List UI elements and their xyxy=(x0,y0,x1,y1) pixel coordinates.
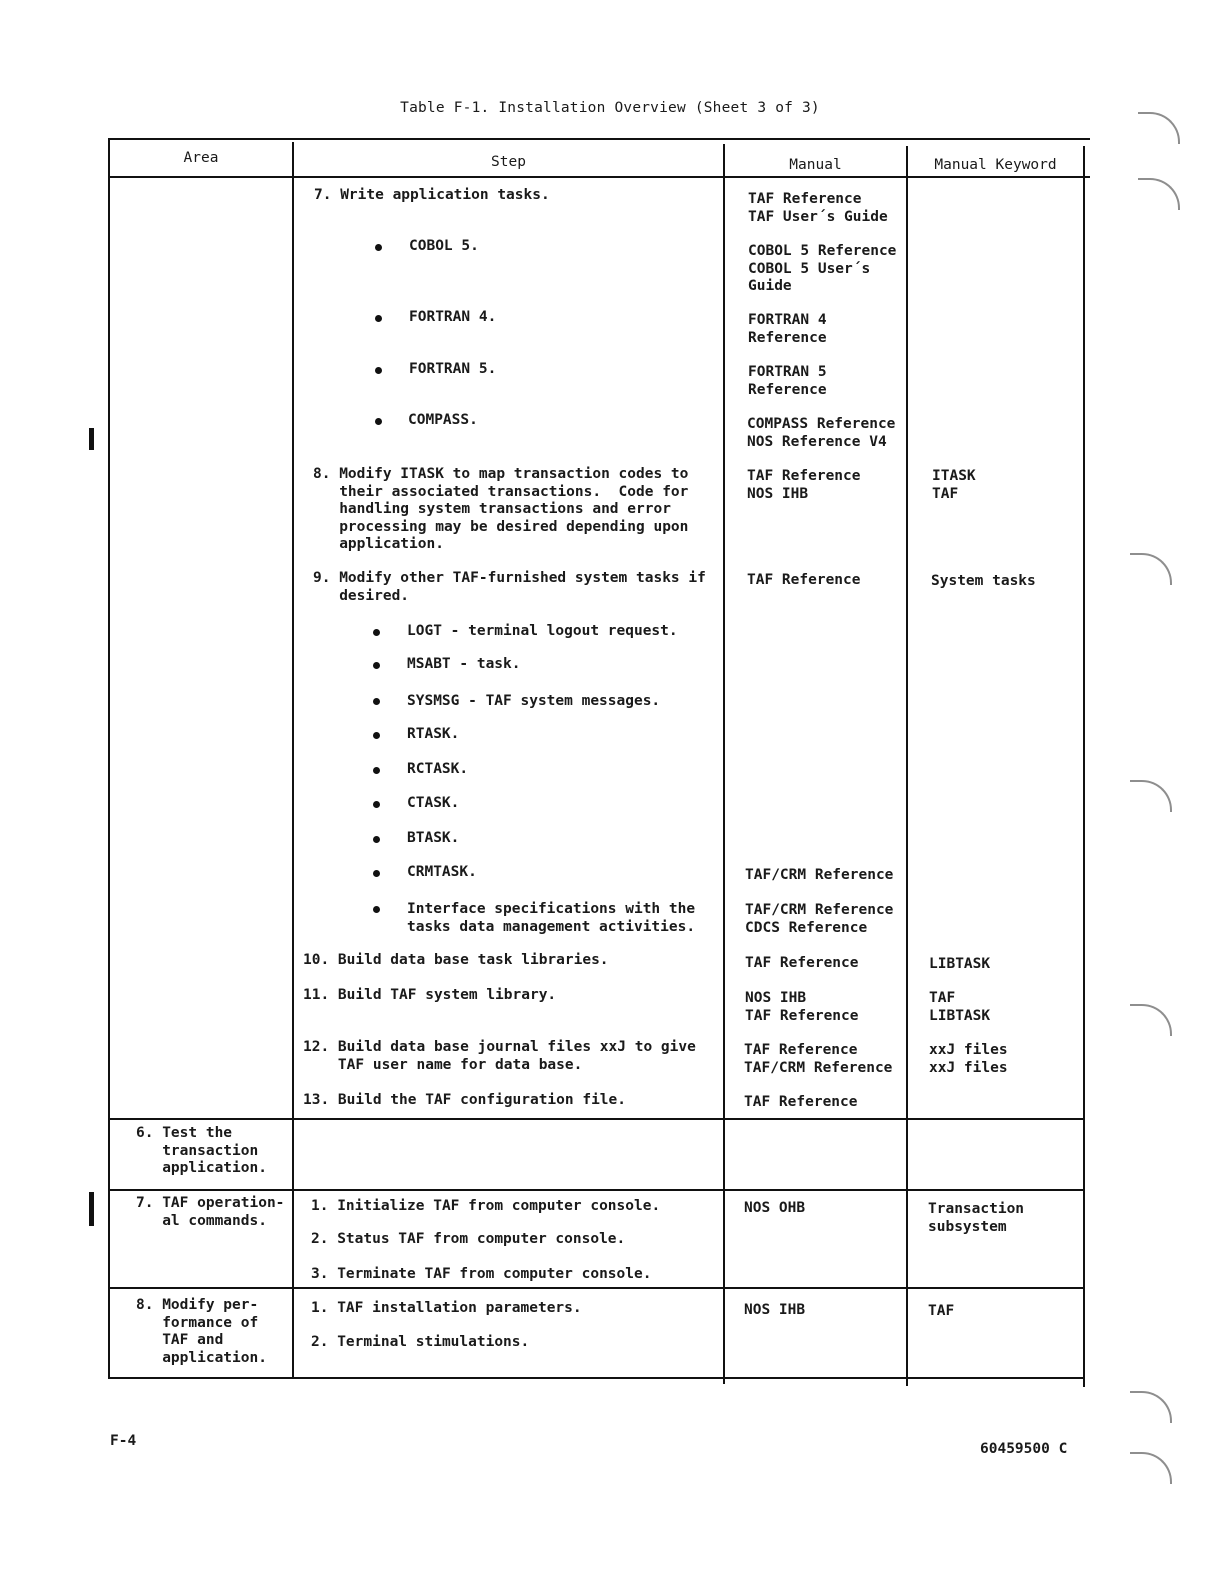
area-8-step-1: 1. TAF installation parameters. xyxy=(311,1300,582,1316)
area-7-manual: NOS OHB xyxy=(744,1200,806,1216)
punch-hole-mark xyxy=(1130,1452,1172,1484)
manual-step-11: NOS IHB TAF Reference xyxy=(745,990,859,1024)
bullet-icon xyxy=(373,767,380,774)
manual-fortran5: FORTRAN 5 Reference xyxy=(748,364,827,398)
keyword-step-12: xxJ files xxJ files xyxy=(929,1042,1008,1076)
bullet-icon xyxy=(373,698,380,705)
substep-msabt: MSABT - task. xyxy=(407,656,521,672)
step-10: 10. Build data base task libraries. xyxy=(303,952,609,968)
manual-fortran4: FORTRAN 4 Reference xyxy=(748,312,827,346)
keyword-step-8: ITASK TAF xyxy=(932,468,976,502)
area-6: 6. Test the transaction application. xyxy=(136,1125,267,1176)
substep-compass: COMPASS. xyxy=(408,412,478,428)
step-13: 13. Build the TAF configuration file. xyxy=(303,1092,627,1108)
bullet-icon xyxy=(373,906,380,913)
step-9: 9. Modify other TAF-furnished system tasks if desired. xyxy=(313,570,706,604)
bullet-icon xyxy=(373,732,380,739)
substep-crmtask: CRMTASK. xyxy=(407,864,477,880)
area-7-step-2: 2. Status TAF from computer console. xyxy=(311,1231,626,1247)
table-caption: Table F-1. Installation Overview (Sheet 3 of 3) xyxy=(400,100,820,116)
area-7-keyword: Transaction subsystem xyxy=(928,1201,1025,1235)
keyword-step-11: TAF LIBTASK xyxy=(929,990,991,1024)
substep-fortran4: FORTRAN 4. xyxy=(409,309,497,325)
bullet-icon xyxy=(373,662,380,669)
manual-step-12: TAF Reference TAF/CRM Reference xyxy=(744,1042,893,1076)
area-7-step-3: 3. Terminate TAF from computer console. xyxy=(311,1266,652,1282)
substep-btask: BTASK. xyxy=(407,830,460,846)
substep-rtask: RTASK. xyxy=(407,726,460,742)
keyword-step-10: LIBTASK xyxy=(929,956,991,972)
substep-rctask: RCTASK. xyxy=(407,761,469,777)
bullet-icon xyxy=(373,629,380,636)
bullet-icon xyxy=(373,870,380,877)
manual-compass: COMPASS Reference NOS Reference V4 xyxy=(747,416,896,450)
substep-cobol: COBOL 5. xyxy=(409,238,479,254)
punch-hole-mark xyxy=(1130,553,1172,585)
substep-interface: Interface specifications with the tasks data management activities. xyxy=(407,901,696,935)
substep-logt: LOGT - terminal logout request. xyxy=(407,623,678,639)
substep-ctask: CTASK. xyxy=(407,795,460,811)
change-bar xyxy=(89,1192,94,1226)
manual-step-13: TAF Reference xyxy=(744,1094,858,1110)
page-number: F-4 xyxy=(110,1433,137,1449)
area-7: 7. TAF operation- al commands. xyxy=(136,1195,285,1229)
bullet-icon xyxy=(373,801,380,808)
bullet-icon xyxy=(375,244,382,251)
area-8-keyword: TAF xyxy=(928,1303,955,1319)
bullet-icon xyxy=(375,367,382,374)
step-7: 7. Write application tasks. xyxy=(314,187,550,203)
header-manual-keyword: Manual Keyword xyxy=(934,157,1057,173)
bullet-icon xyxy=(375,315,382,322)
change-bar xyxy=(89,428,94,450)
punch-hole-mark xyxy=(1138,178,1180,210)
punch-hole-mark xyxy=(1138,112,1180,144)
header-area: Area xyxy=(183,150,219,166)
keyword-step-9: System tasks xyxy=(931,573,1036,589)
manual-step-7: TAF Reference TAF User´s Guide xyxy=(748,191,888,225)
substep-fortran5: FORTRAN 5. xyxy=(409,361,497,377)
bullet-icon xyxy=(375,418,382,425)
manual-step-9: TAF Reference xyxy=(747,572,861,588)
manual-crmtask: TAF/CRM Reference xyxy=(745,867,894,883)
header-step: Step xyxy=(491,154,526,170)
step-11: 11. Build TAF system library. xyxy=(303,987,557,1003)
manual-step-8: TAF Reference NOS IHB xyxy=(747,468,861,502)
area-8-step-2: 2. Terminal stimulations. xyxy=(311,1334,530,1350)
punch-hole-mark xyxy=(1130,780,1172,812)
area-8: 8. Modify per- formance of TAF and application. xyxy=(136,1297,267,1366)
substep-sysmsg: SYSMSG - TAF system messages. xyxy=(407,693,661,709)
bullet-icon xyxy=(373,836,380,843)
punch-hole-mark xyxy=(1130,1391,1172,1423)
document-number: 60459500 C xyxy=(980,1441,1068,1457)
punch-hole-mark xyxy=(1130,1004,1172,1036)
step-12: 12. Build data base journal files xxJ to give TAF user name for data base. xyxy=(303,1039,696,1073)
manual-step-10: TAF Reference xyxy=(745,955,859,971)
manual-cobol: COBOL 5 Reference COBOL 5 User´s Guide xyxy=(748,243,897,294)
step-8: 8. Modify ITASK to map transaction codes to their associated transactions. Code for handling system transactions and error processing may be desired depending upon application. xyxy=(313,466,689,552)
area-7-step-1: 1. Initialize TAF from computer console. xyxy=(311,1198,661,1214)
header-manual: Manual xyxy=(789,157,842,173)
manual-interface: TAF/CRM Reference CDCS Reference xyxy=(745,902,894,936)
area-8-manual: NOS IHB xyxy=(744,1302,806,1318)
